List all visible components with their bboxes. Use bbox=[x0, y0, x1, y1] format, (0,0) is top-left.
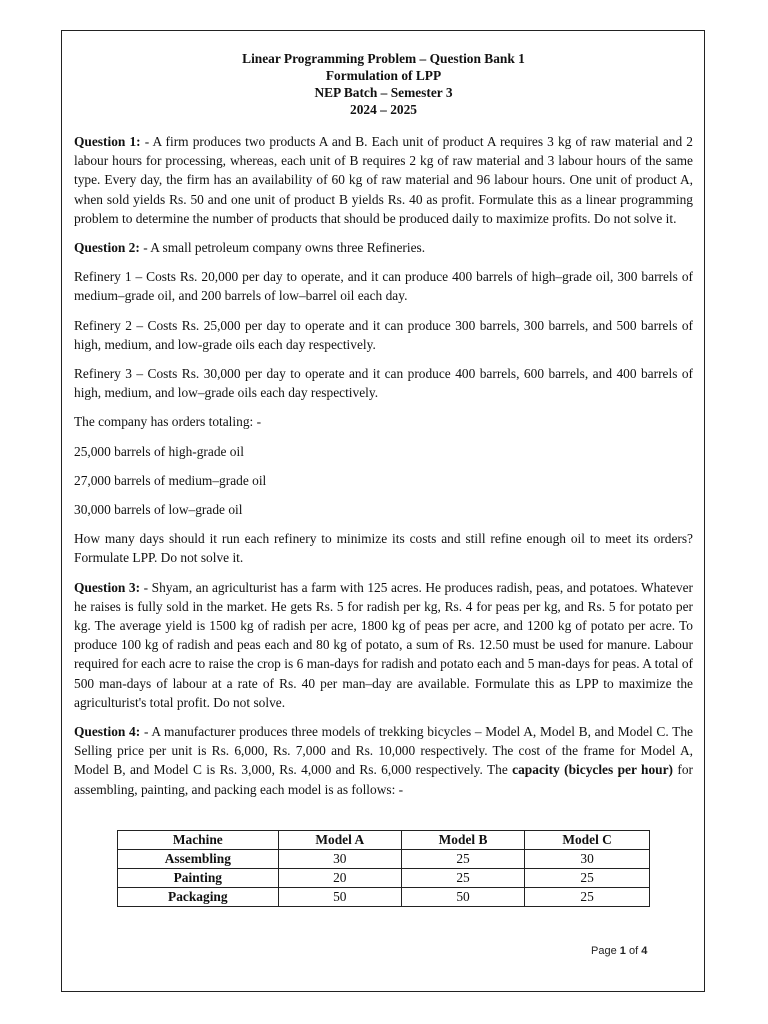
table-cell: Packaging bbox=[118, 888, 279, 907]
table-cell: 25 bbox=[401, 850, 524, 869]
total-pages: 4 bbox=[641, 945, 648, 957]
table-cell: 20 bbox=[278, 869, 401, 888]
header-title: Linear Programming Problem – Question Bank 1 bbox=[242, 51, 525, 66]
table-row bbox=[118, 869, 650, 888]
question-2-intro bbox=[74, 238, 693, 257]
table-header-model-a: Model A bbox=[278, 831, 401, 850]
question-1-label: Question 1: bbox=[74, 134, 141, 149]
table-header-row bbox=[118, 831, 650, 850]
table-cell: Painting bbox=[118, 869, 279, 888]
order-low-grade: 30,000 barrels of low–grade oil bbox=[74, 502, 243, 518]
refinery-3: Refinery 3 – Costs Rs. 30,000 per day to operate and it can produce 400 barrels, 600 barrels, and 400 barrels of high, medium, and low–grade oils each day respectively. bbox=[74, 366, 693, 401]
question-2-ask: How many days should it run each refinery to minimize its costs and still refine enough oil to meet its orders? Formulate LPP. Do not solve it. bbox=[74, 531, 693, 566]
table-header-machine: Machine bbox=[118, 831, 279, 850]
page-word: Page bbox=[591, 945, 617, 957]
question-4-text-after: for assembling, painting, and packing each model is as follows: - bbox=[74, 762, 694, 797]
table-cell: 30 bbox=[525, 850, 650, 869]
table-header-model-c: Model C bbox=[525, 831, 650, 850]
question-2-label: Question 2: bbox=[74, 240, 140, 256]
table-cell: Assembling bbox=[118, 850, 279, 869]
question-3-text: - Shyam, an agriculturist has a farm with 125 acres. He produces radish, peas, and potatoes. Whatever he raises is fully sold in the market. He gets Rs. 5 for radish per kg, Rs. 4 for peas per kg, and Rs. 5 for potato per kg. The average yield is 1500 kg of radish per acre, 1800 kg of peas per acre, and 1200 kg of potato per acre. To produce 100 kg of radish and peas each and 80 kg of potato, a sum of Rs. 12.50 must be used for manure. Labour required for each acre to raise the crop is 6 man-days for radish and potato each and 5 man-days for peas. A total of 500 man-days of labour at a rate of Rs. 40 per man–day are available. Formulate this as LPP to maximize the agriculturist's total profit. Do not solve. bbox=[74, 579, 693, 710]
capacity-table bbox=[117, 830, 650, 907]
header-subtitle: Formulation of LPP bbox=[325, 68, 442, 83]
page-number bbox=[591, 945, 647, 957]
question-4-bold-text: capacity (bicycles per hour) bbox=[512, 762, 674, 778]
table-header-model-b: Model B bbox=[401, 831, 524, 850]
table-cell: 50 bbox=[401, 888, 524, 907]
orders-intro: The company has orders totaling: - bbox=[74, 414, 262, 430]
order-medium-grade: 27,000 barrels of medium–grade oil bbox=[74, 472, 267, 488]
table-cell: 30 bbox=[278, 850, 401, 869]
document-body bbox=[74, 50, 693, 809]
question-4-text-before: - A manufacturer produces three models of trekking bicycles – Model A, Model B, and Model C. The Selling price per unit is Rs. 6,000, Rs. 7,000 and Rs. 10,000 respectively. The cost of the frame for Model A, Model B, and Model C is Rs. 3,000, Rs. 4,000 and Rs. 6,000 respectively. The bbox=[74, 724, 693, 778]
refinery-2: Refinery 2 – Costs Rs. 25,000 per day to operate and it can produce 300 barrels, 300 barrels, and 500 barrels of high, medium, and low-grade oils each day respectively. bbox=[74, 317, 693, 352]
current-page: 1 bbox=[619, 945, 626, 957]
header-batch: NEP Batch – Semester 3 bbox=[314, 85, 453, 100]
question-4-label: Question 4: bbox=[74, 724, 141, 740]
refinery-1: Refinery 1 – Costs Rs. 20,000 per day to operate, and it can produce 400 barrels of high–grade oil, 300 barrels of medium–grade oil, and 200 barrels of low–barrel oil each day. bbox=[74, 269, 693, 304]
question-3-label: Question 3: bbox=[74, 579, 141, 595]
table-row bbox=[118, 888, 650, 907]
of-word: of bbox=[628, 945, 639, 957]
question-3 bbox=[74, 578, 693, 712]
table-cell: 25 bbox=[525, 869, 650, 888]
header-year: 2024 – 2025 bbox=[350, 102, 417, 117]
document-header bbox=[74, 50, 693, 118]
question-2-text: - A small petroleum company owns three Refineries. bbox=[139, 240, 426, 256]
table-cell: 25 bbox=[401, 869, 524, 888]
question-1-text: - A firm produces two products A and B. Each unit of product A requires 3 kg of raw material and 2 labour hours for processing, whereas, each unit of B requires 2 kg of raw material and 3 labour hours of the same type. Every day, the firm has an availability of 60 kg of raw material and 96 labour hours. One unit of product A, when sold yields Rs. 50 and one unit of product B yields Rs. 40 as profit. Formulate this as a linear programming problem to determine the number of products that should be produced daily to maximize profits. Do not solve it. bbox=[74, 134, 693, 226]
question-1 bbox=[74, 132, 693, 228]
table-cell: 25 bbox=[525, 888, 650, 907]
table-cell: 50 bbox=[278, 888, 401, 907]
question-4 bbox=[74, 722, 693, 799]
order-high-grade: 25,000 barrels of high-grade oil bbox=[74, 443, 244, 459]
table-row bbox=[118, 850, 650, 869]
